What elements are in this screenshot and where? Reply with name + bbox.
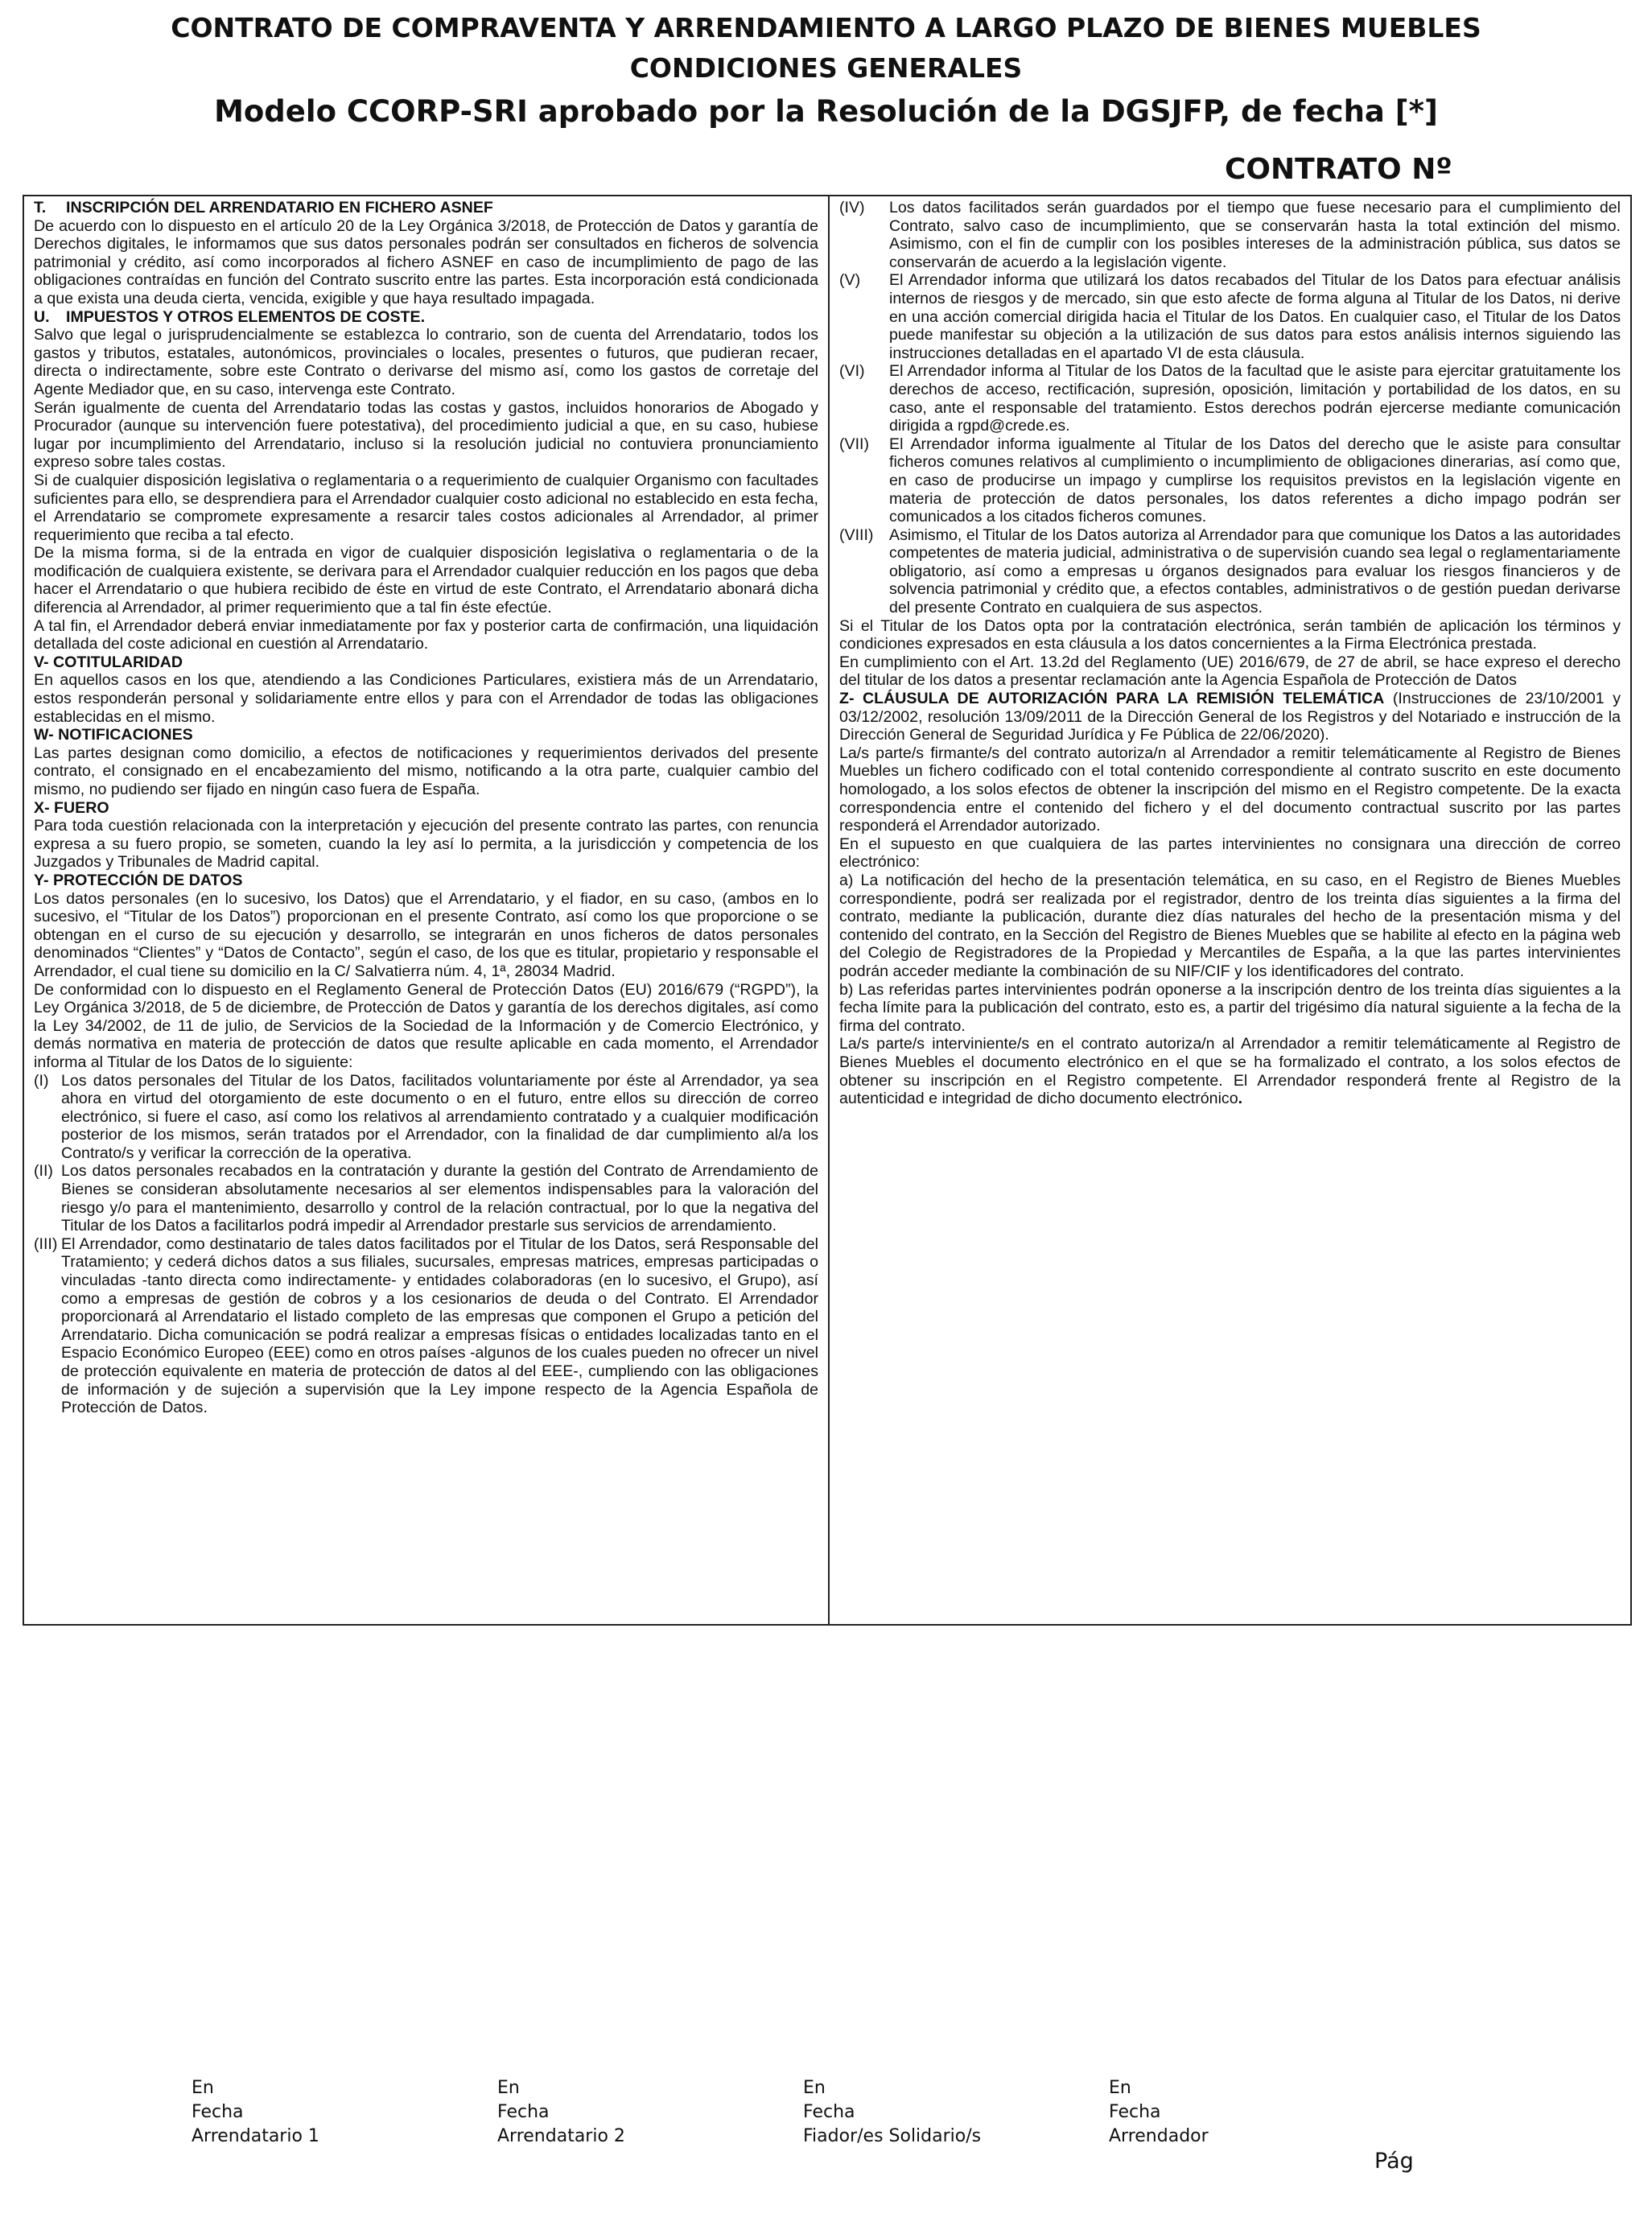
section-y-heading: Y- PROTECCIÓN DE DATOS [34,871,243,889]
section-u-heading: U. IMPUESTOS Y OTROS ELEMENTOS DE COSTE. [34,307,426,326]
section-z-paragraph: La/s parte/s firmante/s del contrato autoriza/n al Arrendador a remitir telemáticamente al Registro de Bienes Muebles un fichero codificado con el total contenido correspondiente al contrato suscrito en este documento homologado, a los solos efectos de obtener la inscripción del mismo en el Registro competente. De la exacta correspondencia entre el contenido del fichero y el del documento contractual suscrito por las partes responderá el Arrendador autorizado. [839,744,1621,835]
signature-block-arrendador: En Fecha Arrendador [1109,2078,1209,2146]
section-w-heading: W- NOTIFICACIONES [34,726,193,744]
section-w-paragraph: Las partes designan como domicilio, a efectos de notificaciones y requerimientos derivados del presente contrato, el consignado en el encabezamiento del mismo, notificando a la otra parte, cualquier cambio del mismo, no pudiendo ser fijado en ningún caso fuera de España. [34,744,818,798]
section-t-heading: T. INSCRIPCIÓN DEL ARRENDATARIO EN FICHERO ASNEF [34,199,493,216]
data-item-iii: (III) El Arrendador, como destinatario de tales datos facilitados por el Titular de los Datos, será Responsable del Tratamiento; y cederá dichos datos a sus filiales, sucursales, empresas matrices, empresas participadas o vinculadas -tanto directa como indirectamente- y entidades colaboradoras (en lo sucesivo, el Grupo), así como a empresas de gestión de cobros y a los cesionarios de deuda o del Contrato. El Arrendador proporcionará al Arrendatario el listado completo de las empresas que componen el Grupo a petición del Arrendatario. Dicha comunicación se podrá realizar a empresas físicas o entidades localizadas tanto en el Espacio Económico Europeo (EEE) como en otros países -algunos de los cuales pueden no ofrecer un nivel de protección equivalente en materia de protección de datos al del EEE-, cumpliendo con las obligaciones de información y de sujeción a supervisión que la Ley impone respecto de la Agencia Española de Protección de Datos. [34,1234,818,1417]
section-z-paragraph: La/s parte/s interviniente/s en el contrato autoriza/n al Arrendador a remitir telemáticamente al Registro de Bienes Muebles el documento electrónico en el que se ha formalizado el contrato, a los solos efectos de obtener su inscripción en el Registro competente. El Arrendador responderá frente al Registro de la autenticidad e integridad de dicho documento electrónico. [839,1035,1621,1108]
data-item-viii: (VIII) Asimismo, el Titular de los Datos autoriza al Arrendador para que comunique los Datos a las autoridades competentes de materia judicial, administrativa o de supervisión cuando sea legal o reglamentariamente obligatorio, así como a empresas u órganos designados para evaluar los riesgos financieros y de solvencia patrimonial y crédito que, a efectos contables, administrativos o de gestión puedan derivarse del presente Contrato en cualquiera de sus aspectos. [839,526,1621,617]
conditions-table [23,195,1632,1626]
data-item-v: (V) El Arrendador informa que utilizará los datos recabados del Titular de los Datos para efectuar análisis internos de riesgos y de mercado, sin que esto afecte de forma alguna al Titular de los Datos, ni derive en una acción comercial dirigida hacia el Titular de los Datos. En cualquier caso, el Titular de los Datos puede manifestar su objeción a la utilización de sus datos para estos análisis internos siguiendo las instrucciones detalladas en el apartado VI de esta cláusula. [839,271,1621,362]
left-column [24,196,830,1624]
section-v-paragraph: En aquellos casos en los que, atendiendo a las Condiciones Particulares, existiera más de un Arrendatario, estos responderán personal y solidariamente entre ellos y para con el Arrendador de todas las obligaciones establecidas en el mismo. [34,671,818,726]
document-header [0,8,1652,135]
section-x-heading: X- FUERO [34,798,109,817]
signature-block-fiador: En Fecha Fiador/es Solidario/s [803,2078,982,2146]
section-u-paragraph: Salvo que legal o jurisprudencialmente se establezca lo contrario, son de cuenta del Arrendatario, todos los gastos y tributos, estatales, autonómicos, provinciales o locales, presentes o futuros, que pudieran recaer, directa o indirectamente, sobre este Contrato o derivarse del mismo así, como los gastos de corretaje del Agente Mediador que, en su caso, intervenga este Contrato. [34,326,818,398]
data-item-i: (I) Los datos personales del Titular de los Datos, facilitados voluntariamente por éste al Arrendador, ya sea ahora en virtud del otorgamiento de este documento o en el futuro, entre ellos su dirección de correo electrónico, si fuere el caso, así como los relativos al arrendamiento contratado y a cualquier modificación posterior de los mismos, serán tratados por el Arrendador, con la finalidad de dar cumplimiento al/a los Contrato/s y verificar la corrección de la operativa. [34,1071,818,1162]
data-item-iv: (IV) Los datos facilitados serán guardados por el tiempo que fuese necesario para el cumplimiento del Contrato, salvo caso de incumplimiento, que se conservarán hasta la total extinción del mismo. Asimismo, con el fin de cumplir con los posibles intereses de la administración pública, sus datos se conservarán de acuerdo a la legislación vigente. [839,199,1621,271]
complaint-right-paragraph: En cumplimiento con el Art. 13.2d del Reglamento (UE) 2016/679, de 27 de abril, se hace expreso el derecho del titular de los datos a presentar reclamación ante la Agencia Española de Protección de Datos [839,653,1621,690]
page-number-label: Pág [1374,2149,1414,2174]
section-u-paragraph: Serán igualmente de cuenta del Arrendatario todas las costas y gastos, incluidos honorarios de Abogado y Procurador (aunque su intervención fuere potestativa), del procedimiento judicial a que, en su caso, hubiese lugar por incumplimiento del Arrendatario, incluso si la resolución judicial no contuviera pronunciamiento expreso sobre tales costas. [34,398,818,472]
section-z-paragraph: En el supuesto en que cualquiera de las partes intervinientes no consignara una dirección de correo electrónico: [839,835,1621,872]
document-title: CONTRATO DE COMPRAVENTA Y ARRENDAMIENTO A LARGO PLAZO DE BIENES MUEBLES [171,12,1481,43]
document-subtitle: CONDICIONES GENERALES [629,52,1023,84]
right-column [830,196,1630,1624]
section-y-paragraph: De conformidad con lo dispuesto en el Reglamento General de Protección Datos (EU) 2016/679 (“RGPD”), la Ley Orgánica 3/2018, de 5 de diciembre, de Protección de Datos y garantía de los derechos digitales, así como la Ley 34/2002, de 11 de julio, de Servicios de la Sociedad de la Información y de Comercio Electrónico, y demás normativa en materia de protección de datos que resulte aplicable en cada momento, el Arrendador informa al Titular de los Datos de lo siguiente: [34,980,818,1071]
electronic-signature-paragraph: Si el Titular de los Datos opta por la contratación electrónica, serán también de aplicación los términos y condiciones expresados en esta cláusula a los datos concernientes a la Firma Electrónica prestada. [839,616,1621,653]
section-z-paragraph: a) La notificación del hecho de la presentación telemática, en su caso, en el Registro de Bienes Muebles correspondiente, podrá ser realizada por el registrador, dentro de los treinta días siguientes a la firma del contrato, mediante la publicación, durante diez días naturales del hecho de la presentación misma y del contenido del contrato, en la Sección del Registro de Bienes Muebles que se habilite al efecto en la página web del Colegio de Registradores de la Propiedad y Mercantiles de España, a la que las partes intervinientes podrán acceder mediante la combinación de su NIF/CIF y los identificadores del contrato. [839,871,1621,980]
section-z-heading: Z- CLÁUSULA DE AUTORIZACIÓN PARA LA REMISIÓN TELEMÁTICA (Instrucciones de 23/10/2001 y 03/12/2002, resolución 13/09/2011 de la Dirección General de los Registros y del Notariado e instrucción de la Dirección General de Seguridad Jurídica y Fe Pública de 22/06/2020). [839,690,1621,744]
section-z-paragraph: b) Las referidas partes intervinientes podrán oponerse a la inscripción dentro de los treinta días siguientes a la fecha límite para la publicación del contrato, esto es, a partir del trigésimo día natural siguiente a la fecha de la firma del contrato. [839,980,1621,1035]
signature-block-arrendatario-2: En Fecha Arrendatario 2 [497,2078,625,2146]
model-reference: Modelo CCORP-SRI aprobado por la Resolución de la DGSJFP, de fecha [*] [214,94,1438,129]
section-x-paragraph: Para toda cuestión relacionada con la interpretación y ejecución del presente contrato las partes, con renuncia expresa a su fuero propio, se someten, cuando la ley así lo permita, a la jurisdicción y competencia de los Juzgados y Tribunales de Madrid capital. [34,817,818,872]
section-v-heading: V- COTITULARIDAD [34,653,183,671]
section-t-paragraph: De acuerdo con lo dispuesto en el artículo 20 de la Ley Orgánica 3/2018, de Protección de Datos y garantía de Derechos digitales, le informamos que sus datos personales podrán ser consultados en ficheros de solvencia patrimonial y crédito, así como incorporados al fichero ASNEF en caso de incumplimiento de pago de las obligaciones contraídas en función del Contrato suscrito entre las partes. Esta incorporación está condicionada a que exista una deuda cierta, vencida, exigible y que haya resultado impagada. [34,216,818,307]
data-item-vi: (VI) El Arrendador informa al Titular de los Datos de la facultad que le asiste para ejercitar gratuitamente los derechos de acceso, rectificación, supresión, oposición, limitación y portabilidad de los datos, en su caso, ante el responsable del tratamiento. Estos derechos podrán ejercerse mediante comunicación dirigida a rgpd@crede.es. [839,362,1621,435]
signature-block-arrendatario-1: En Fecha Arrendatario 1 [192,2078,319,2146]
section-u-paragraph: Si de cualquier disposición legislativa o reglamentaria o a requerimiento de cualquier Organismo con facultades suficientes para ello, se desprendiera para el Arrendador cualquier costo adicional no establecido en esta fecha, el Arrendatario se compromete expresamente a resarcir tales costos adicionales al Arrendador, al primer requerimiento que reciba a tal efecto. [34,471,818,544]
section-y-paragraph: Los datos personales (en lo sucesivo, los Datos) que el Arrendatario, y el fiador, en su caso, (ambos en lo sucesivo, el “Titular de los Datos”) proporcionan en el presente Contrato, así como los que proporcione o se obtengan en el curso de su ejecución y desarrollo, se integrarán en unos ficheros de datos personales denominados “Clientes” y “Datos de Contacto”, según el caso, de los que es titular, propietario y responsable el Arrendador, el cual tiene su domicilio en la C/ Salvatierra núm. 4, 1ª, 28034 Madrid. [34,889,818,980]
section-u-paragraph: A tal fin, el Arrendador deberá enviar inmediatamente por fax y posterior carta de confirmación, una liquidación detallada del coste adicional en cuestión al Arrendatario. [34,616,818,653]
data-item-ii: (II) Los datos personales recabados en la contratación y durante la gestión del Contrato de Arrendamiento de Bienes se consideran absolutamente necesarios al ser elementos indispensables para la valoración del riesgo y/o para el mantenimiento, desarrollo y control de la relación contractual, por lo que la negativa del Titular de los Datos a facilitarlos podrá impedir al Arrendador prestarle sus servicios de arrendamiento. [34,1162,818,1235]
section-u-paragraph: De la misma forma, si de la entrada en vigor de cualquier disposición legislativa o reglamentaria o de la modificación de cualquiera existente, se derivara para el Arrendador cualquier reducción en los pagos que deba hacer el Arrendatario o que hubiera recibido de éste en virtud de este Contrato, el Arrendatario abonará dicha diferencia al Arrendador, al primer requerimiento que a tal fin éste efectúe. [34,544,818,617]
data-item-vii: (VII) El Arrendador informa igualmente al Titular de los Datos del derecho que le asiste para consultar ficheros comunes relativos al cumplimiento o incumplimiento de obligaciones dinerarias, así como que, en caso de producirse un impago y cumplirse los requisitos previstos en la legislación vigente en materia de protección de datos personales, los datos referentes a dicho impago podrán ser comunicados a los citados ficheros comunes. [839,435,1621,526]
contract-number-label: CONTRATO Nº [1225,153,1452,186]
